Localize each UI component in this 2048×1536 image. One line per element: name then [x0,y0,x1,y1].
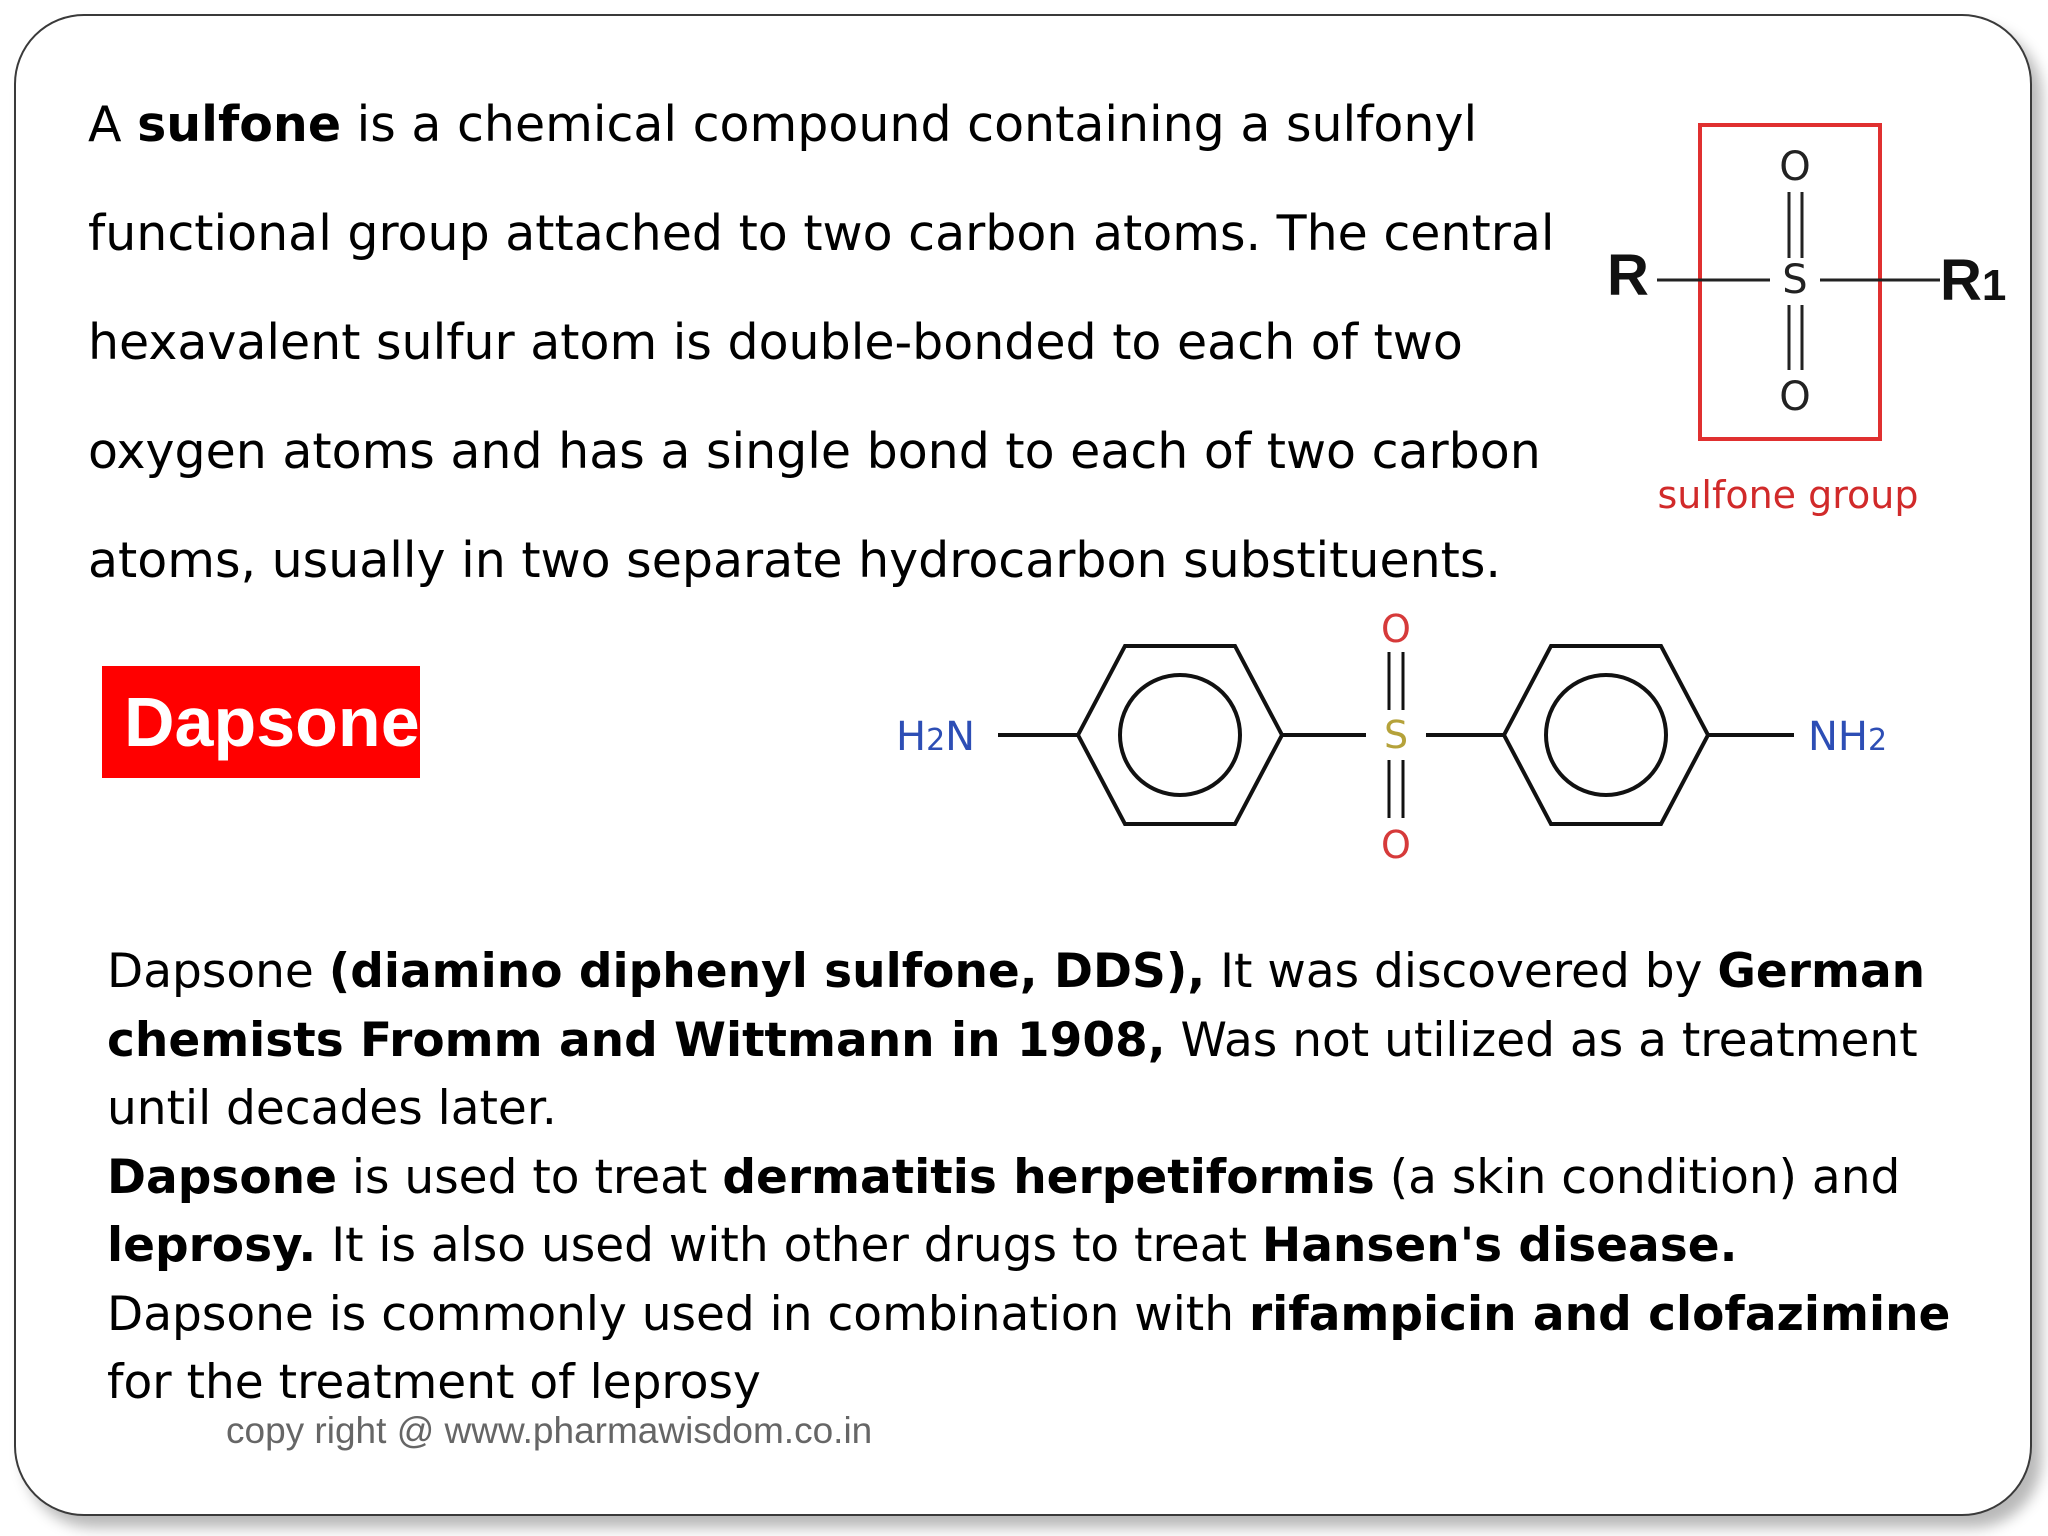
dapsone-description [107,938,1987,1418]
sulfone-group-diagram [1595,110,2025,550]
sulfone-r-right: R1 [1940,248,2007,313]
dapsone-label: Dapsone [102,666,420,778]
dapsone-combination: Dapsone is commonly used in combination with rifampicin and clofazimine for the treatment of leprosy [107,1286,1951,1410]
copyright-notice: copy right @ www.pharmawisdom.co.in [226,1410,873,1451]
left-benzene-ring [1078,646,1282,824]
dapsone-structure-diagram [880,600,1920,880]
dapsone-uses: Dapsone is used to treat dermatitis herpetiformis (a skin condition) and leprosy. It is also used with other drugs to treat Hansen's disease. [107,1149,1901,1273]
sulfone-o-bottom: O [1779,374,1811,420]
dapsone-s: S [1383,713,1409,757]
dapsone-right-amine: NH2 [1808,714,1888,760]
sulfone-o-top: O [1779,144,1811,190]
intro-paragraph [88,70,1558,615]
sulfone-s: S [1782,257,1808,303]
dapsone-left-amine: H2N [896,714,976,760]
dapsone-history: Dapsone (diamino diphenyl sulfone, DDS), It was discovered by German chemists Fromm and Wittmann in 1908, Was not utilized as a treatment until decades later. [107,944,1926,1136]
dapsone-o-top: O [1381,607,1411,651]
right-benzene-ring [1504,646,1708,824]
sulfone-caption: sulfone group [1657,473,1919,517]
intro-term-sulfone: sulfone [137,96,342,153]
dapsone-o-bottom: O [1381,823,1411,867]
sulfone-r-left: R [1607,243,1649,308]
intro-text-1: A [88,96,138,153]
intro-text-2: is a chemical compound containing a sulfonyl functional group attached to two carbon atoms. The central hexavalent sulfur atom is double-bonded to each of two oxygen atoms and has a single bond to each of two carbon atoms, usually in two separate hydrocarbon substituents. [88,96,1555,589]
